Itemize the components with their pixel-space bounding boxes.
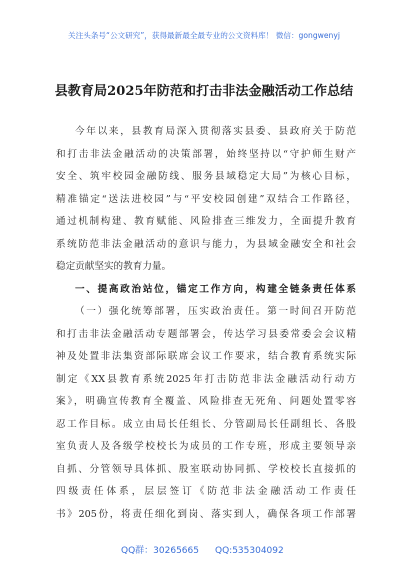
document-title: 县教育局2025年防范和打击非法金融活动工作总结 xyxy=(54,84,354,99)
body-line: 安全、筑牢校园金融防线、服务县域稳定大局”为核心目标， xyxy=(56,171,356,182)
promo-banner: 关注头条号“公文研究”，获得最新最全最专业的公文资料库！ 微信：gongwenyj xyxy=(68,31,340,40)
body-line: 制定《XX县教育系统2025年打击防范非法金融活动行动方 xyxy=(56,373,356,385)
body-line: （一）强化统筹部署，压实政治责任。第一时间召开防范 xyxy=(75,306,356,317)
body-line: 精准锚定“送法进校园”与“平安校园创建”双结合工作路径， xyxy=(56,193,356,205)
body-line: 和打击非法金融活动的决策部署，始终坚持以“守护师生财产 xyxy=(56,148,356,160)
document-body xyxy=(56,121,356,526)
body-line: 书》205份，将责任细化到岗、落实到人，确保各项工作部署 xyxy=(56,508,356,520)
footer-contact xyxy=(0,544,408,558)
body-line: 和打击非法金融活动专题部署会，传达学习县委常委会会议精 xyxy=(56,328,356,340)
qq-contact-number: QQ:535304092 xyxy=(215,546,284,556)
qq-group-number: QQ群：30265665 xyxy=(121,546,199,556)
body-line: 今年以来，县教育局深入贯彻落实县委、县政府关于防范 xyxy=(75,126,356,137)
body-line: 案》，明确宣传教育全覆盖、风险排查无死角、问题处置零容 xyxy=(56,396,356,407)
body-line: 通过机制构建、教育赋能、风险排查三维发力，全面提升教育 xyxy=(56,216,356,227)
body-line: 系统防范非法金融活动的意识与能力，为县域金融安全和社会 xyxy=(56,238,356,250)
section-heading: 一、提高政治站位，锚定工作方向，构建全链条责任体系 xyxy=(75,283,356,295)
body-line: 自抓、分管领导具体抓、股室联动协同抓、学校校长直接抓的 xyxy=(56,463,356,475)
body-line: 稳定贡献坚实的教育力量。 xyxy=(56,261,172,272)
body-line: 室负责人及各级学校校长为成员的工作专班，形成主要领导亲 xyxy=(56,441,356,452)
body-line: 神及处置非法集资部际联席会议工作要求，结合教育系统实际 xyxy=(56,351,356,362)
body-line: 忍工作目标。成立由局长任组长、分管副局长任副组长、各股 xyxy=(56,418,356,430)
body-line: 四级责任体系，层层签订《防范非法金融活动工作责任 xyxy=(56,486,356,497)
